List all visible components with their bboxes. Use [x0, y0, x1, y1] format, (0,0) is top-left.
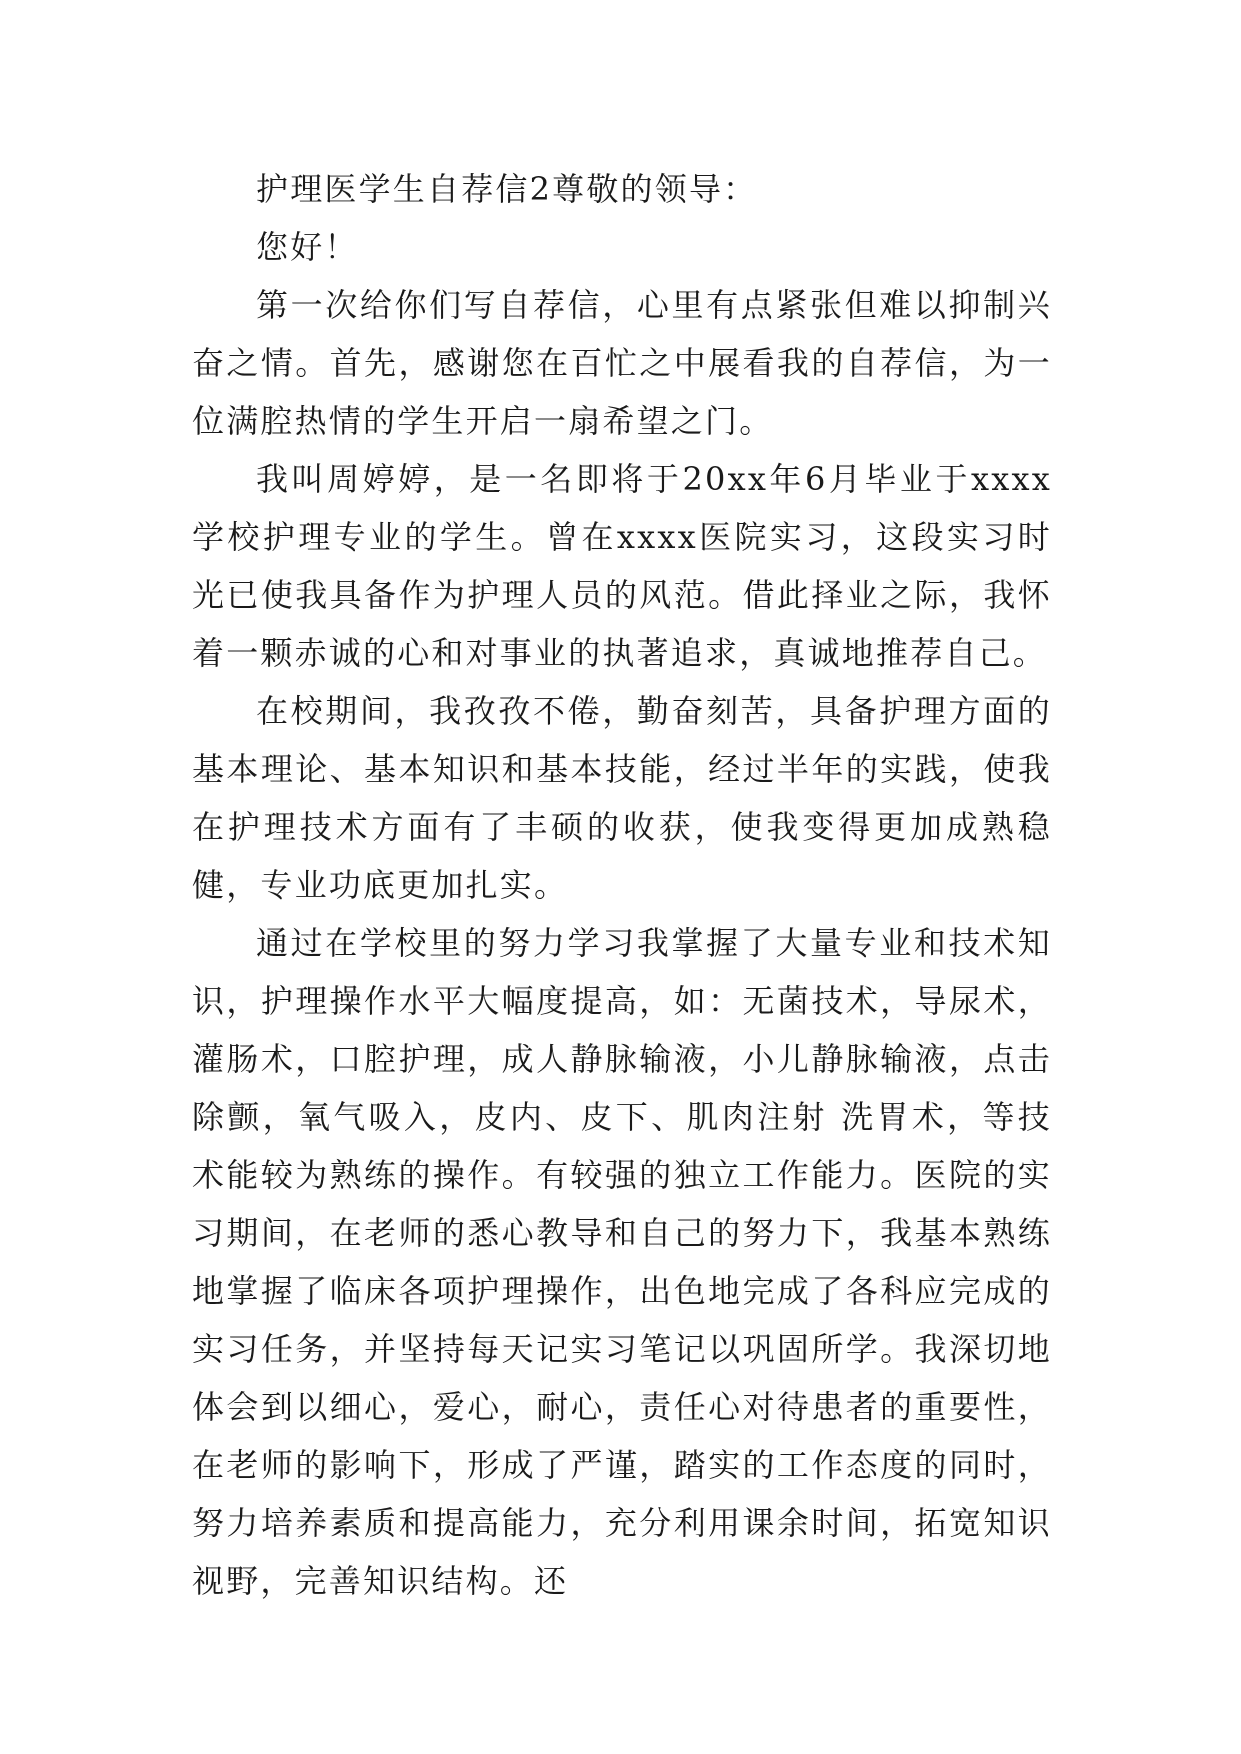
paragraph-self-introduction: 我叫周婷婷，是一名即将于20xx年6月毕业于xxxx学校护理专业的学生。曾在xxxx医院实习，这段实习时光已使我具备作为护理人员的风范。借此择业之际，我怀着一颗赤诚的心和对事业的执著追求，真诚地推荐自己。 — [192, 460, 1052, 672]
paragraph-school-period: 在校期间，我孜孜不倦，勤奋刻苦，具备护理方面的基本理论、基本知识和基本技能，经过半年的实践，使我在护理技术方面有了丰硕的收获，使我变得更加成熟稳健，专业功底更加扎实。 — [192, 692, 1052, 904]
paragraph-skills-internship: 通过在学校里的努力学习我掌握了大量专业和技术知识，护理操作水平大幅度提高，如：无菌技术，导尿术，灌肠术，口腔护理，成人静脉输液，小儿静脉输液，点击除颤，氧气吸入，皮内、皮下、肌肉注射 洗胃术，等技术能较为熟练的操作。有较强的独立工作能力。医院的实习期间，在老师的悉心教导和自己的努力下，我基本熟练地掌握了临床各项护理操作，出色地完成了各科应完成的实习任务，并坚持每天记实习笔记以巩固所学。我深切地体会到以细心，爱心，耐心，责任心对待患者的重要性，在老师的影响下，形成了严谨，踏实的工作态度的同时，努力培养素质和提高能力，充分利用课余时间，拓宽知识视野，完善知识结构。还 — [192, 924, 1052, 1600]
paragraph-intro: 第一次给你们写自荐信，心里有点紧张但难以抑制兴奋之情。首先，感谢您在百忙之中展看我的自荐信，为一位满腔热情的学生开启一扇希望之门。 — [192, 286, 1052, 440]
letter-title-greeting: 护理医学生自荐信2尊敬的领导： — [256, 170, 758, 208]
salutation: 您好！ — [256, 228, 359, 266]
letter-body — [192, 160, 1052, 1610]
